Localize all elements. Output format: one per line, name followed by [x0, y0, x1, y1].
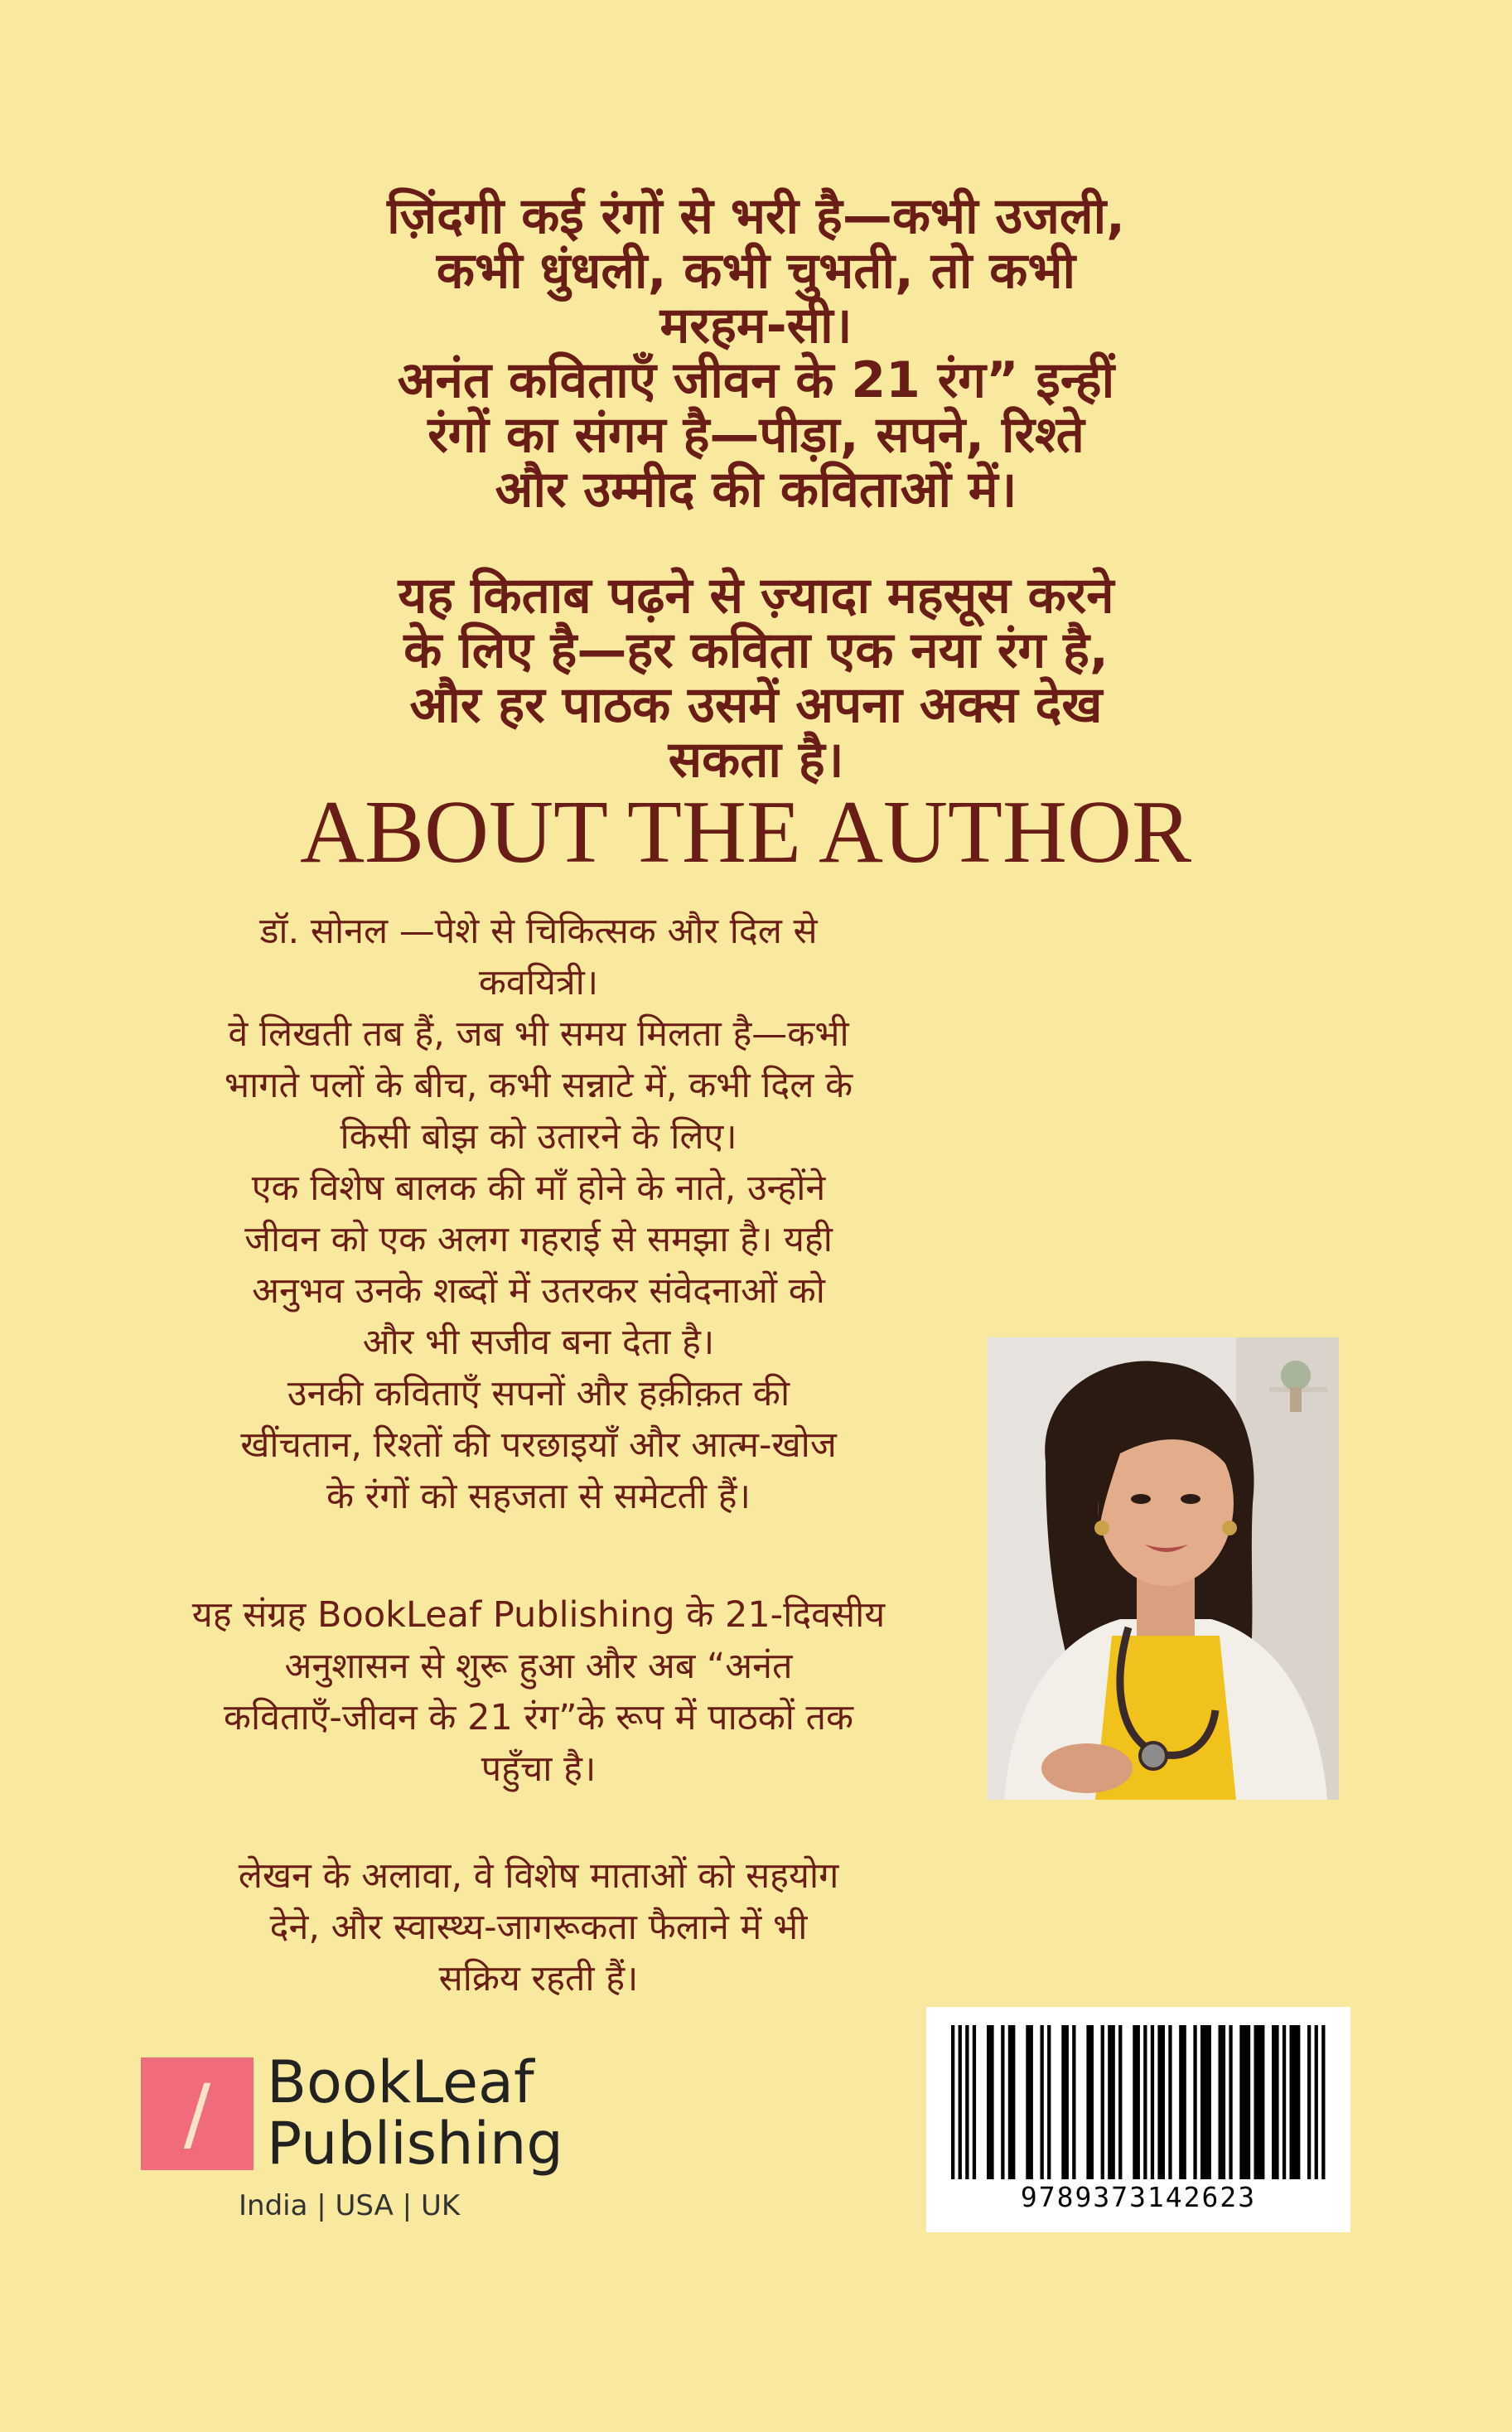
- blurb-line: और उम्मीद की कविताओं में।: [495, 461, 1017, 519]
- bio-line: सक्रिय रहती हैं।: [438, 1958, 639, 1999]
- blurb-line: ज़िंदगी कई रंगों से भरी है—कभी उजली,: [387, 187, 1125, 245]
- barcode-bar: [973, 2025, 976, 2179]
- barcode-bar: [1008, 2025, 1016, 2179]
- bio-line: कविताएँ-जीवन के 21 रंग”के रूप में पाठकों तक: [223, 1697, 854, 1738]
- barcode-bar: [1272, 2025, 1279, 2179]
- barcode-bar: [1072, 2025, 1075, 2179]
- barcode-bar: [1151, 2025, 1154, 2179]
- isbn-number: 9789373142623: [1020, 2181, 1257, 2213]
- barcode-bar: [1001, 2025, 1004, 2179]
- bookleaf-publishing-logo: [141, 2048, 572, 2222]
- bio-line: कवयित्री।: [478, 962, 599, 1003]
- blurb-line: मरहम-सी।: [659, 297, 853, 355]
- blurb-paragraph-1: [124, 189, 1388, 517]
- barcode-bar: [1118, 2025, 1122, 2179]
- logo-name-line-1: BookLeaf: [267, 2048, 534, 2116]
- barcode-bar: [1315, 2025, 1318, 2179]
- bio-line: अनुभव उनके शब्दों में उतरकर संवेदनाओं को: [252, 1270, 825, 1312]
- blurb-line: के लिए है—हर कविता एक नया रंग है,: [403, 621, 1109, 679]
- bio-line: देने, और स्वास्थ्य-जागरूकता फैलाने में भी: [269, 1907, 808, 1948]
- publisher-regions: India | USA | UK: [239, 2189, 461, 2222]
- barcode-bar: [1157, 2025, 1165, 2179]
- bio-paragraph-1: [124, 906, 953, 1522]
- barcode-bar: [1061, 2025, 1069, 2179]
- barcode-bar: [1200, 2025, 1211, 2179]
- barcode-bar: [1143, 2025, 1147, 2179]
- author-portrait-illustration: [988, 1337, 1339, 1800]
- barcode-bar: [1193, 2025, 1196, 2179]
- bio-line: और भी सजीव बना देता है।: [362, 1322, 715, 1363]
- bio-line: भागते पलों के बीच, कभी सन्नाटे में, कभी दिल के: [224, 1065, 853, 1106]
- bio-line: पहुँचा है।: [481, 1748, 597, 1790]
- logo-slash-icon: /: [141, 2057, 254, 2170]
- barcode-bar: [1229, 2025, 1232, 2179]
- barcode-bar: [1041, 2025, 1044, 2179]
- barcode-bar: [1219, 2025, 1226, 2179]
- bio-line: डॉ. सोनल —पेशे से चिकित्सक और दिल से: [259, 911, 818, 952]
- blurb-line: यह किताब पढ़ने से ज़्यादा महसूस करने: [398, 567, 1114, 625]
- barcode-bar: [1108, 2025, 1115, 2179]
- blurb-line: सकता है।: [668, 731, 844, 789]
- blurb-paragraph-2: [124, 568, 1388, 787]
- bio-paragraph-2: [124, 1589, 953, 1795]
- bio-line: उनकी कविताएँ सपनों और हक़ीक़त की: [287, 1373, 790, 1414]
- blurb-line: कभी धुंधली, कभी चुभती, तो कभी: [436, 242, 1076, 300]
- barcode-bar: [951, 2025, 954, 2179]
- bio-line: अनुशासन से शुरू हुआ और अब “अनंत: [284, 1646, 793, 1687]
- bio-line: यह संग्रह BookLeaf Publishing के 21-दिवसीय: [191, 1594, 886, 1636]
- barcode-bar: [987, 2025, 994, 2179]
- barcode-bar: [1283, 2025, 1286, 2179]
- barcode-bar: [1026, 2025, 1033, 2179]
- bio-line: लेखन के अलावा, वे विशेष माताओं को सहयोग: [238, 1855, 839, 1897]
- barcode-bar: [1047, 2025, 1051, 2179]
- barcode-bar: [1168, 2025, 1171, 2179]
- bio-line: के रंगों को सहजता से समेटती हैं।: [326, 1476, 751, 1517]
- bio-line: किसी बोझ को उतारने के लिए।: [340, 1116, 737, 1158]
- barcode-bar: [965, 2025, 969, 2179]
- barcode-bar: [1321, 2025, 1325, 2179]
- barcode-bar: [1307, 2025, 1311, 2179]
- bio-line: एक विशेष बालक की माँ होने के नाते, उन्होंने: [251, 1168, 826, 1209]
- blurb-line: और हर पाठक उसमें अपना अक्स देख: [409, 676, 1103, 734]
- bio-line: वे लिखती तब हैं, जब भी समय मिलता है—कभी: [228, 1013, 849, 1055]
- barcode-bar: [959, 2025, 962, 2179]
- barcode-bars: [951, 2025, 1326, 2179]
- barcode-bar: [1101, 2025, 1104, 2179]
- barcode-bar: [1086, 2025, 1094, 2179]
- blurb-line: अनंत कविताएँ जीवन के 21 रंग” इन्हीं: [397, 351, 1115, 409]
- bio-paragraph-3: [124, 1850, 953, 2004]
- barcode-bar: [1239, 2025, 1250, 2179]
- barcode-bar: [1133, 2025, 1140, 2179]
- barcode-bar: [1254, 2025, 1265, 2179]
- isbn-barcode: [926, 2007, 1350, 2232]
- bio-line: खींचतान, रिश्तों की परछाइयाँ और आत्म-खोज: [240, 1424, 837, 1466]
- barcode-bar: [1179, 2025, 1186, 2179]
- author-photo: [988, 1337, 1339, 1800]
- bio-line: जीवन को एक अलग गहराई से समझा है। यही: [244, 1219, 833, 1260]
- barcode-bar: [1290, 2025, 1301, 2179]
- blurb-line: रंगों का संगम है—पीड़ा, सपने, रिश्ते: [428, 406, 1084, 464]
- logo-name-line-2: Publishing: [267, 2110, 563, 2178]
- about-the-author-heading: ABOUT THE AUTHOR: [299, 783, 1192, 882]
